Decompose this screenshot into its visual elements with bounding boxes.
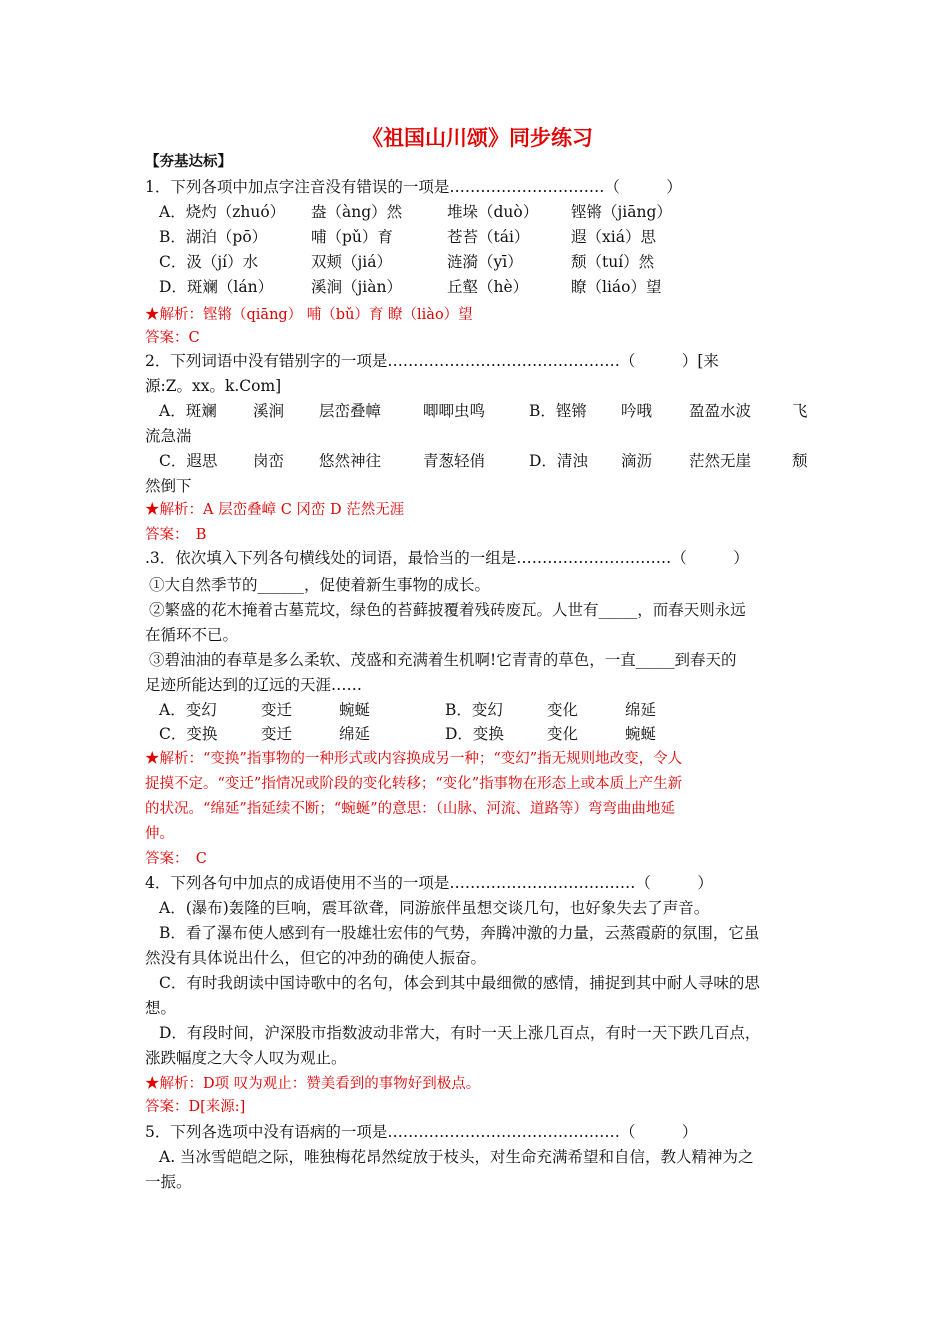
q3-sentence-3: ③碧油油的春草是多么柔软、茂盛和充满着生机啊!它青青的草色，一直_____到春天的 xyxy=(149,651,737,669)
q3-sentence-2-cont: 在循环不已。 xyxy=(145,626,239,644)
q4-answer: 答案：D[来源:] xyxy=(145,1099,246,1115)
q4-option-d-cont: 涨跌幅度之大令人叹为观止。 xyxy=(145,1049,347,1067)
q3-analysis: 捉摸不定。“变迁”指情况或阶段的变化转移；“变化”指事物在形态上或本质上产生新 xyxy=(145,776,683,792)
q1-cell: 哺（pǔ）育 xyxy=(311,228,393,246)
q3-cell: 变化 xyxy=(547,725,579,743)
q2-cell: 岗峦 xyxy=(253,452,285,470)
q1-analysis: ★解析：铿锵（qiāng） 哺（bǔ）育 瞭（liào）望 xyxy=(145,307,473,323)
q4-option-c: C．有时我朗读中国诗歌中的名句，体会到其中最细微的感情，捕捉到其中耐人寻味的思 xyxy=(159,974,760,992)
section-heading: 【夯基达标】 xyxy=(145,154,232,170)
q3-cell: 绵延 xyxy=(625,701,657,719)
q3-cell: 变化 xyxy=(547,701,579,719)
q2-cell: D．清浊 xyxy=(529,452,588,470)
q3-answer: 答案： C xyxy=(145,851,207,867)
q2-cell: C．遐思 xyxy=(159,452,218,470)
q5-option-a-cont: 一振。 xyxy=(145,1173,192,1191)
q1-cell: 丘壑（hè） xyxy=(447,278,529,296)
q3-cell: A．变幻 xyxy=(159,701,217,719)
q4-option-d: D．有段时间，沪深股市指数波动非常大，有时一天上涨几百点，有时一天下跌几百点， xyxy=(159,1024,761,1042)
q3-cell: 绵延 xyxy=(339,725,371,743)
q2-cell: 滴沥 xyxy=(621,452,653,470)
q2-analysis: ★解析：A 层峦叠嶂 C 冈峦 D 茫然无涯 xyxy=(145,502,405,518)
q3-sentence-1: ①大自然季节的______，促使着新生事物的成长。 xyxy=(149,576,491,594)
q2-cell: 盈盈水波 xyxy=(689,402,752,420)
q1-cell: 盎（àng）然 xyxy=(311,203,403,221)
q1-stem: 1．下列各项中加点字注音没有错误的一项是…………………………（ ） xyxy=(145,178,682,196)
q2-cell: 茫然无崖 xyxy=(689,452,752,470)
q2-cell: 溪涧 xyxy=(253,402,285,420)
q3-analysis: 的状况。“绵延”指延续不断；“蜿蜒”的意思：（山脉、河流、道路等）弯弯曲曲地延 xyxy=(145,801,675,817)
q3-cell: C．变换 xyxy=(159,725,218,743)
q3-analysis: ★解析：“变换”指事物的一种形式或内容换成另一种；“变幻”指无规则地改变，令人 xyxy=(145,751,683,767)
q3-cell: 蜿蜒 xyxy=(625,725,657,743)
q2-cell: 吟哦 xyxy=(621,402,653,420)
q2-cell: 层峦叠幛 xyxy=(319,402,382,420)
q1-cell: A．烧灼（zhuó） xyxy=(159,203,286,221)
q1-cell: 堆垛（duò） xyxy=(447,203,539,221)
q1-cell: D．斑斓（lán） xyxy=(159,278,274,296)
q2-answer: 答案： B xyxy=(145,527,207,543)
q1-cell: 苍苔（tái） xyxy=(447,228,530,246)
q3-cell: 变迁 xyxy=(261,701,293,719)
q3-cell: 蜿蜒 xyxy=(339,701,371,719)
q2-cell: A．斑斓 xyxy=(159,402,217,420)
page-title: 《祖国山川颂》同步练习 xyxy=(362,126,593,150)
q1-cell: B．湖泊（pō） xyxy=(159,228,268,246)
q2-cell: 青葱轻俏 xyxy=(423,452,486,470)
q2-stem: 2．下列词语中没有错别字的一项是………………………………………（ ）[来 xyxy=(145,352,719,370)
q2-cell: 飞 xyxy=(792,402,808,420)
q3-sentence-3-cont: 足迹所能达到的辽远的天涯…… xyxy=(145,676,363,694)
q1-cell: 铿锵（jiāng） xyxy=(571,203,672,221)
q4-option-b-cont: 然没有具体说出什么，但它的冲劲的确使人振奋。 xyxy=(145,949,487,967)
q3-sentence-2: ②繁盛的花木掩着古墓荒坟，绿色的苔藓披覆着残砖废瓦。人世有_____，而春天则永远 xyxy=(149,601,746,619)
q3-cell: 变迁 xyxy=(261,725,293,743)
q3-stem: .3．依次填入下列各句横线处的词语，最恰当的一组是…………………………（ ） xyxy=(145,549,749,567)
q5-stem: 5．下列各选项中没有语病的一项是………………………………………（ ） xyxy=(145,1123,698,1141)
q2-cell: 悠然神往 xyxy=(319,452,382,470)
q5-option-a: A. 当冰雪皑皑之际，唯独梅花昂然绽放于枝头，对生命充满希望和自信，教人精神为之 xyxy=(159,1148,754,1166)
q2-option-cont: 然倒下 xyxy=(145,477,192,495)
q4-stem: 4．下列各句中加点的成语使用不当的一项是………………………………（ ） xyxy=(145,874,713,892)
q1-cell: 瞭（liáo）望 xyxy=(571,278,662,296)
q4-option-c-cont: 想。 xyxy=(145,999,177,1017)
q2-stem-cont: 源:Z。xx。k.Com] xyxy=(145,377,282,395)
q2-option-cont: 流急湍 xyxy=(145,427,192,445)
q1-answer: 答案：C xyxy=(145,330,200,346)
q1-cell: 溪涧（jiàn） xyxy=(311,278,402,296)
q1-cell: C．汲（jí）水 xyxy=(159,253,259,271)
q1-cell: 双颊（jiá） xyxy=(311,253,393,271)
q2-cell: B．铿锵 xyxy=(529,402,587,420)
q1-cell: 涟漪（yī） xyxy=(447,253,523,271)
q2-cell: 颓 xyxy=(792,452,808,470)
q4-analysis: ★解析：D项 叹为观止：赞美看到的事物好到极点。 xyxy=(145,1076,481,1092)
q3-analysis: 伸。 xyxy=(145,826,174,842)
q3-cell: D．变换 xyxy=(445,725,504,743)
q1-cell: 遐（xiá）思 xyxy=(571,228,656,246)
q4-option-a: A．(瀑布)轰隆的巨响，震耳欲聋，同游旅伴虽想交谈几句，也好象失去了声音。 xyxy=(159,899,710,917)
q3-cell: B．变幻 xyxy=(445,701,503,719)
q4-option-b: B．看了瀑布使人感到有一股雄壮宏伟的气势，奔腾冲激的力量，云蒸霞蔚的氛围，它虽 xyxy=(159,924,760,942)
q2-cell: 唧唧虫鸣 xyxy=(423,402,486,420)
q1-cell: 颓（tuí）然 xyxy=(571,253,655,271)
